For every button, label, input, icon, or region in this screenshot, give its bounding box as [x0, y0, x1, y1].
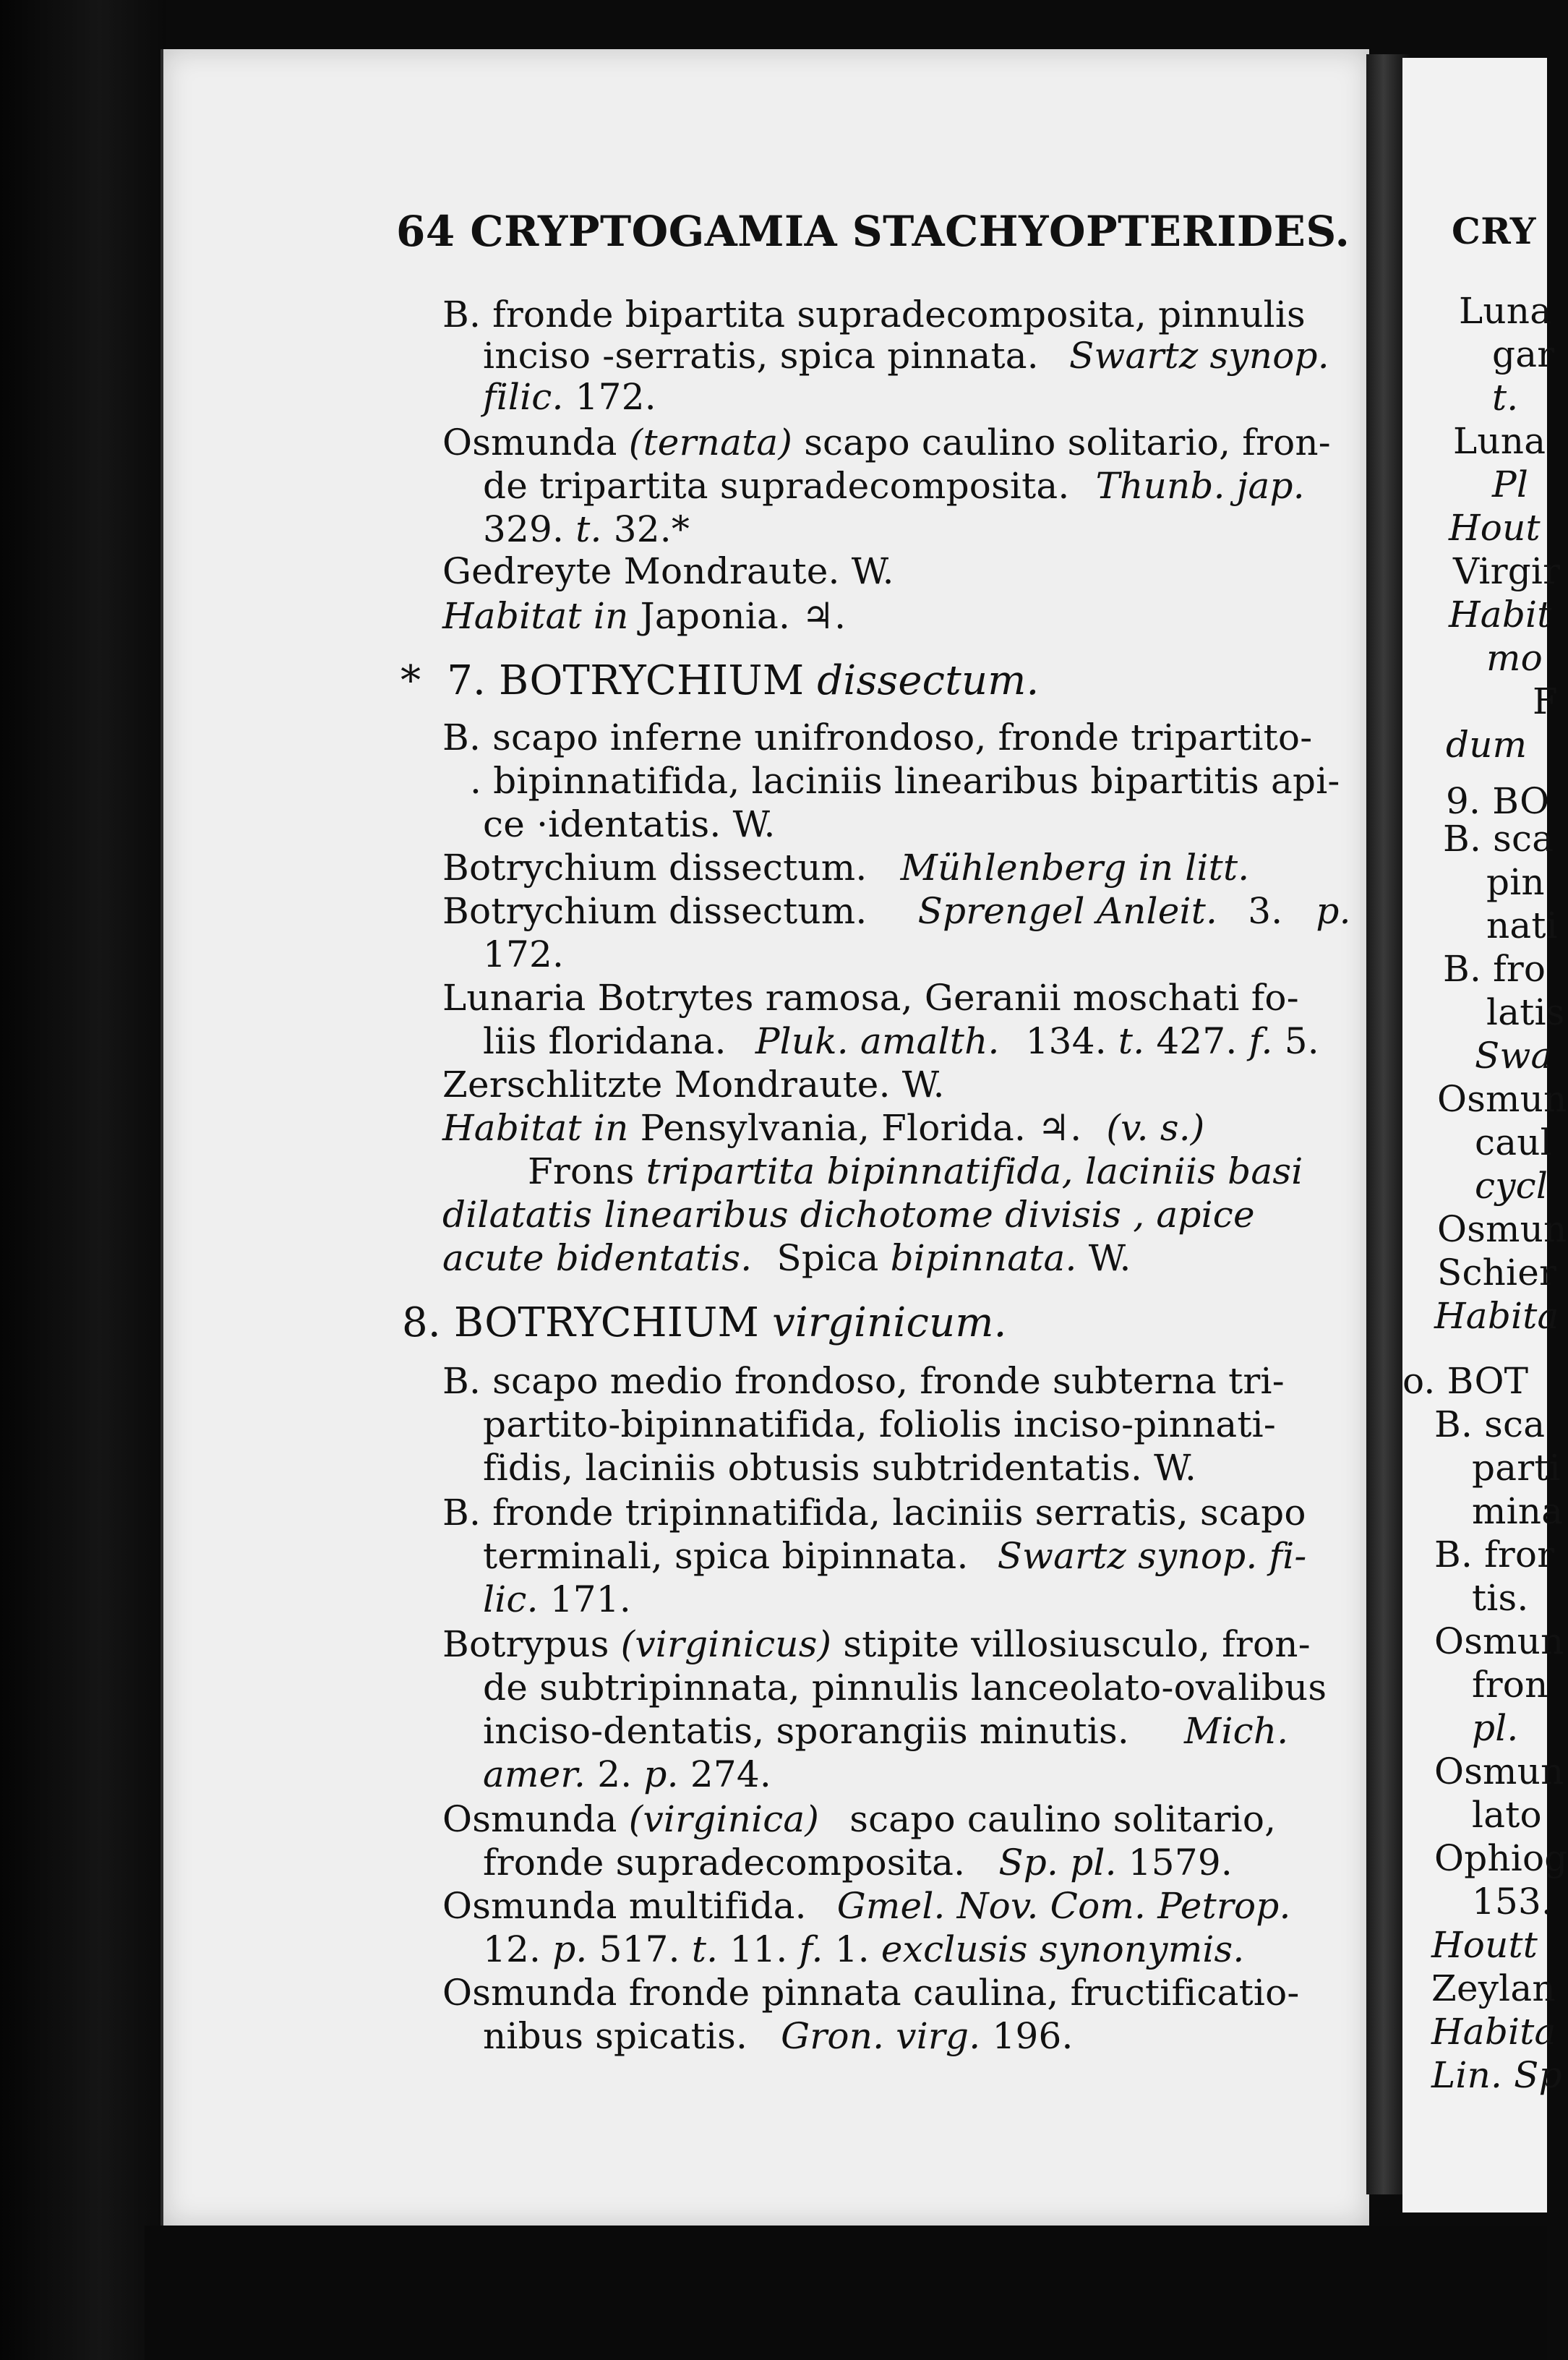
right-line: B. fro — [1443, 948, 1546, 990]
right-line: 9. BO — [1446, 780, 1550, 822]
right-line: Hout — [1449, 507, 1541, 549]
text-span: scapo caulino solitario, fron- — [804, 422, 1331, 463]
right-line: Schier — [1437, 1252, 1557, 1294]
text-span: de subtripinnata, pinnulis lanceolato-ovalibus — [483, 1667, 1327, 1709]
text-span: 517. — [599, 1928, 680, 1970]
description: acute bidentatis. — [442, 1237, 753, 1279]
text-span: Botrypus — [442, 1623, 609, 1665]
right-line: cycl — [1475, 1165, 1548, 1207]
text-span: inciso -serratis, spica pinnata. — [483, 335, 1039, 377]
right-line: Swa — [1475, 1035, 1553, 1077]
text-span: Gedreyte Mondraute. W. — [442, 550, 894, 592]
genus-title: 8. BOTRYCHIUM — [402, 1299, 760, 1346]
right-line: Osmun — [1437, 1078, 1567, 1120]
text-span: 171. — [549, 1578, 631, 1620]
text-span: 1579. — [1128, 1842, 1233, 1884]
citation: amer. — [483, 1753, 586, 1795]
citation: t. — [691, 1928, 719, 1970]
right-line: caul — [1475, 1121, 1552, 1163]
habitat-label: Habitat in — [442, 1107, 629, 1149]
right-line: Habit — [1449, 594, 1552, 636]
description: tripartita bipinnatifida, laciniis basi — [646, 1150, 1303, 1192]
genus-title: 7. BOTRYCHIUM — [447, 657, 805, 704]
text-span: 427. — [1156, 1020, 1238, 1062]
citation: p. — [643, 1753, 679, 1795]
epithet: (virginicus) — [620, 1623, 832, 1665]
text-span: Osmunda — [442, 422, 617, 463]
citation: lic. — [483, 1578, 539, 1620]
text-span: Botrychium dissectum. — [442, 890, 867, 932]
right-line: lato — [1472, 1794, 1542, 1836]
right-line: Osmun — [1437, 1208, 1567, 1250]
epithet: (virginica) — [628, 1798, 820, 1840]
text-span: nibus spicatis. — [483, 2015, 748, 2057]
right-line: Virgir — [1453, 550, 1561, 592]
text-span: Botrychium dissectum. — [442, 847, 867, 889]
right-line: Osmun — [1434, 1620, 1564, 1662]
right-line: pl. — [1472, 1707, 1519, 1749]
citation: t. — [575, 508, 602, 550]
right-line: B. sca — [1443, 818, 1554, 860]
text-span: fidis, laciniis obtusis subtridentatis. W. — [483, 1447, 1197, 1489]
text-span: 12. — [483, 1928, 541, 1970]
text-span: 172. — [575, 376, 656, 418]
text-span: B. fronde tripinnatifida, laciniis serratis, scapo — [442, 1492, 1306, 1534]
citation: f. — [1248, 1020, 1273, 1062]
citation: Thunb. jap. — [1095, 465, 1305, 507]
right-line: B. fror — [1434, 1534, 1555, 1576]
citation: Sp. pl. — [998, 1842, 1117, 1884]
right-line: mina — [1472, 1490, 1564, 1532]
epithet: (ternata) — [628, 422, 793, 463]
citation: p. — [1316, 890, 1351, 932]
right-line: B. sca — [1434, 1403, 1546, 1445]
right-line: tis. — [1472, 1577, 1529, 1619]
right-line: Osmun — [1434, 1750, 1564, 1792]
text-span: 3. — [1248, 890, 1283, 932]
right-line: pin — [1486, 861, 1545, 903]
text-span: B. scapo medio frondoso, fronde subterna tri- — [442, 1360, 1285, 1402]
text-span: inciso-dentatis, sporangiis minutis. — [483, 1710, 1129, 1752]
right-line: Habita — [1431, 2011, 1556, 2053]
citation: p. — [552, 1928, 588, 1970]
right-line: Ophiog — [1434, 1837, 1568, 1879]
species-title: dissectum. — [817, 657, 1040, 704]
text-span: Osmunda fronde pinnata caulina, fructificatio- — [442, 1972, 1300, 2014]
text-span: Japonia. ♃. — [640, 595, 847, 637]
text-span: scapo caulino solitario, — [849, 1798, 1277, 1840]
citation: t. — [1118, 1020, 1145, 1062]
right-line: Pl — [1492, 463, 1529, 505]
text-span: Frons — [528, 1150, 635, 1192]
text-span: . bipinnatifida, laciniis linearibus bipartitis api- — [470, 760, 1340, 802]
text-span: Lunaria Botrytes ramosa, Geranii moschati fo- — [442, 977, 1299, 1019]
citation: f. — [799, 1928, 823, 1970]
text-span: Spica — [776, 1237, 879, 1279]
text-span: 5. — [1284, 1020, 1319, 1062]
text-span: 274. — [690, 1753, 771, 1795]
text-span: terminali, spica bipinnata. — [483, 1535, 969, 1577]
text-span: ce ·identatis. W. — [483, 803, 776, 845]
page-number: 64 — [396, 207, 455, 256]
right-line: t. — [1492, 377, 1519, 419]
star-mark: * — [400, 657, 421, 704]
citation: Swartz synop. — [1069, 335, 1329, 377]
citation: filic. — [483, 376, 564, 418]
species-title: virginicum. — [772, 1299, 1007, 1346]
text-span: 1. — [834, 1928, 870, 1970]
description: dilatatis linearibus dichotome divisis , apice — [442, 1194, 1255, 1236]
right-line: mo — [1486, 637, 1543, 679]
right-line: Luna — [1459, 290, 1552, 332]
text-span: de tripartita supradecomposita. — [483, 465, 1070, 507]
text-span: B. fronde bipartita supradecomposita, pinnulis — [442, 294, 1306, 335]
citation: exclusis synonymis. — [881, 1928, 1245, 1970]
text-span: liis floridana. — [483, 1020, 727, 1062]
right-line: 153. — [1472, 1881, 1554, 1923]
citation: Gron. virg. — [781, 2015, 981, 2057]
right-line: parti — [1472, 1447, 1561, 1489]
text-span: W. — [1088, 1237, 1131, 1279]
citation: Sprengel Anleit. — [917, 890, 1218, 932]
citation: Pluk. amalth. — [755, 1020, 1000, 1062]
citation: Swartz synop. fi- — [997, 1535, 1307, 1577]
right-line: gar — [1492, 333, 1555, 375]
text-span: 32.* — [613, 508, 690, 550]
citation: Mich. — [1184, 1710, 1289, 1752]
right-line: nati — [1486, 905, 1558, 946]
text-span: 2. — [597, 1753, 633, 1795]
right-line: Luna — [1453, 420, 1546, 462]
text-span: 11. — [729, 1928, 788, 1970]
text-span: 329. — [483, 508, 565, 550]
text-span: 134. — [1025, 1020, 1107, 1062]
text-span: 196. — [992, 2015, 1074, 2057]
text-span: 172. — [483, 933, 565, 975]
right-line: latis — [1486, 991, 1565, 1033]
right-line: fron — [1472, 1664, 1548, 1706]
right-running-head: CRY — [1452, 210, 1537, 252]
right-line: Lin. Sp — [1431, 2054, 1562, 2096]
description: bipinnata. — [890, 1237, 1077, 1279]
habitat-label: Habitat in — [442, 595, 629, 637]
text-span: stipite villosiusculo, fron- — [843, 1623, 1311, 1665]
text-span: Osmunda multifida. — [442, 1885, 807, 1927]
citation: Mühlenberg in litt. — [900, 847, 1250, 889]
right-line: Habita — [1434, 1295, 1559, 1337]
text-span: B. scapo inferne unifrondoso, fronde tripartito- — [442, 717, 1313, 758]
citation: (v. s.) — [1106, 1107, 1205, 1149]
right-line: Zeylan — [1431, 1967, 1556, 2009]
citation: Gmel. Nov. Com. Petrop. — [836, 1885, 1291, 1927]
text-span: Pensylvania, Florida. ♃. — [640, 1107, 1082, 1149]
right-line: dum — [1446, 724, 1528, 766]
right-line: Houtt — [1431, 1924, 1538, 1966]
text-span: Zerschlitzte Mondraute. W. — [442, 1064, 945, 1106]
right-line: F — [1533, 680, 1558, 722]
right-line: o. BOT — [1402, 1360, 1529, 1402]
running-head: CRYPTOGAMIA STACHYOPTERIDES. — [470, 207, 1350, 256]
text-span: fronde supradecomposita. — [483, 1842, 966, 1884]
text-span: partito-bipinnatifida, foliolis inciso-pinnati- — [483, 1403, 1276, 1445]
text-span: Osmunda — [442, 1798, 617, 1840]
